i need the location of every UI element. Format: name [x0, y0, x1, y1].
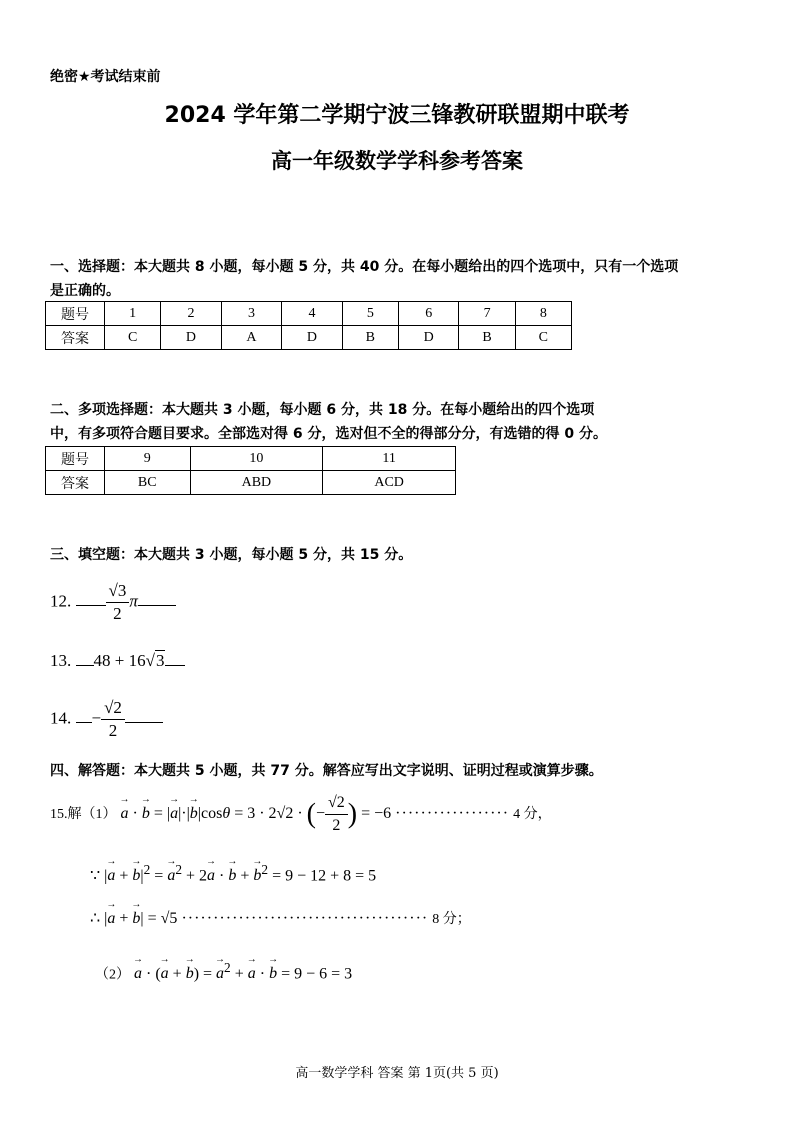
section1-heading-line1: 一、选择题：本大题共 8 小题，每小题 5 分，共 40 分。在每小题给出的四个选项中，只有一个选项: [50, 259, 679, 275]
section3-heading: 三、填空题：本大题共 3 小题，每小题 5 分，共 15 分。: [50, 547, 413, 563]
table-cell: D: [282, 326, 342, 350]
q15-line4: （2） → a · (→ a + → b) = → $a^2$ + → a · → b = 9 − 6 = 3: [95, 960, 352, 983]
table-cell: 7: [459, 302, 515, 326]
section4-heading: 四、解答题：本大题共 5 小题，共 77 分。解答应写出文字说明、证明过程或演算步骤。: [50, 763, 603, 779]
answer-key-subtitle: 高一年级数学学科参考答案: [271, 149, 523, 173]
q12-answer: 12. $\frac{√3}{2}$ π: [50, 580, 176, 625]
q14-fraction: $\frac{√2}{2}$: [101, 697, 125, 742]
section1-heading: [50, 255, 750, 303]
table-cell: BC: [105, 471, 191, 495]
table-cell: D: [161, 326, 221, 350]
q13-label: 13.: [50, 651, 72, 670]
table-cell: 8: [515, 302, 571, 326]
table-cell: 2: [161, 302, 221, 326]
table-cell: 9: [105, 447, 191, 471]
table-cell: 10: [190, 447, 323, 471]
row-label-number: 题号: [46, 302, 105, 326]
row-label-answer: 答案: [46, 326, 105, 350]
section1-answer-table: [45, 301, 572, 350]
section2-heading-line2: 中，有多项符合题目要求。全部选对得 6 分，选对但不全的得部分分，有选错的得 0 分。: [50, 426, 607, 442]
table-cell: C: [515, 326, 571, 350]
exam-title: 2024 学年第二学期宁波三锋教研联盟期中联考: [164, 103, 630, 128]
table-cell: C: [105, 326, 161, 350]
table-cell: ACD: [323, 471, 456, 495]
table-cell: 6: [398, 302, 458, 326]
q14-answer: 14. − $\frac{√2}{2}$: [50, 697, 163, 742]
q15-line2: ∵ |→ a + → $b|^2$ = → $a^2 + 2\to a$ · → b + → $b^2 = 9 - 12 + 8 = 5$: [90, 862, 376, 885]
row-label-answer: 答案: [46, 471, 105, 495]
table-row-answers: [46, 471, 456, 495]
table-cell: ABD: [190, 471, 323, 495]
table-cell: D: [398, 326, 458, 350]
section2-answer-table: [45, 446, 456, 495]
table-row-numbers: [46, 447, 456, 471]
table-row-numbers: [46, 302, 572, 326]
q13-answer: 13. 48 + 16√3: [50, 651, 185, 671]
q12-label: 12.: [50, 591, 72, 611]
section2-heading: [50, 398, 750, 446]
q15-fraction: $\frac{√2}{2}$: [325, 792, 348, 837]
table-cell: 11: [323, 447, 456, 471]
table-cell: 1: [105, 302, 161, 326]
table-cell: 4: [282, 302, 342, 326]
section2-heading-line1: 二、多项选择题：本大题共 3 小题，每小题 6 分，共 18 分。在每小题给出的四个选项: [50, 402, 595, 418]
row-label-number: 题号: [46, 447, 105, 471]
table-cell: B: [459, 326, 515, 350]
confidential-label: 绝密★考试结束前: [50, 69, 161, 85]
table-cell: B: [342, 326, 398, 350]
q15-line1: 15.解（1） → a · → b = |→ a|·|→ b|cosθ = 3 · 2√2 · (− $\frac{√2}{2}$ ) = −6 ·················· 4 分，: [50, 792, 750, 837]
table-cell: 5: [342, 302, 398, 326]
q15-line3: ∴ |→ a + → b| = √5 ······································· 8 分；: [90, 908, 750, 928]
q14-label: 14.: [50, 708, 72, 728]
section1-heading-line2: 是正确的。: [50, 283, 120, 299]
q12-fraction: $\frac{√3}{2}$: [106, 580, 130, 625]
table-row-answers: [46, 326, 572, 350]
table-cell: A: [221, 326, 281, 350]
page-footer: 高一数学学科 答案 第 1页(共 5 页): [295, 1066, 499, 1081]
table-cell: 3: [221, 302, 281, 326]
